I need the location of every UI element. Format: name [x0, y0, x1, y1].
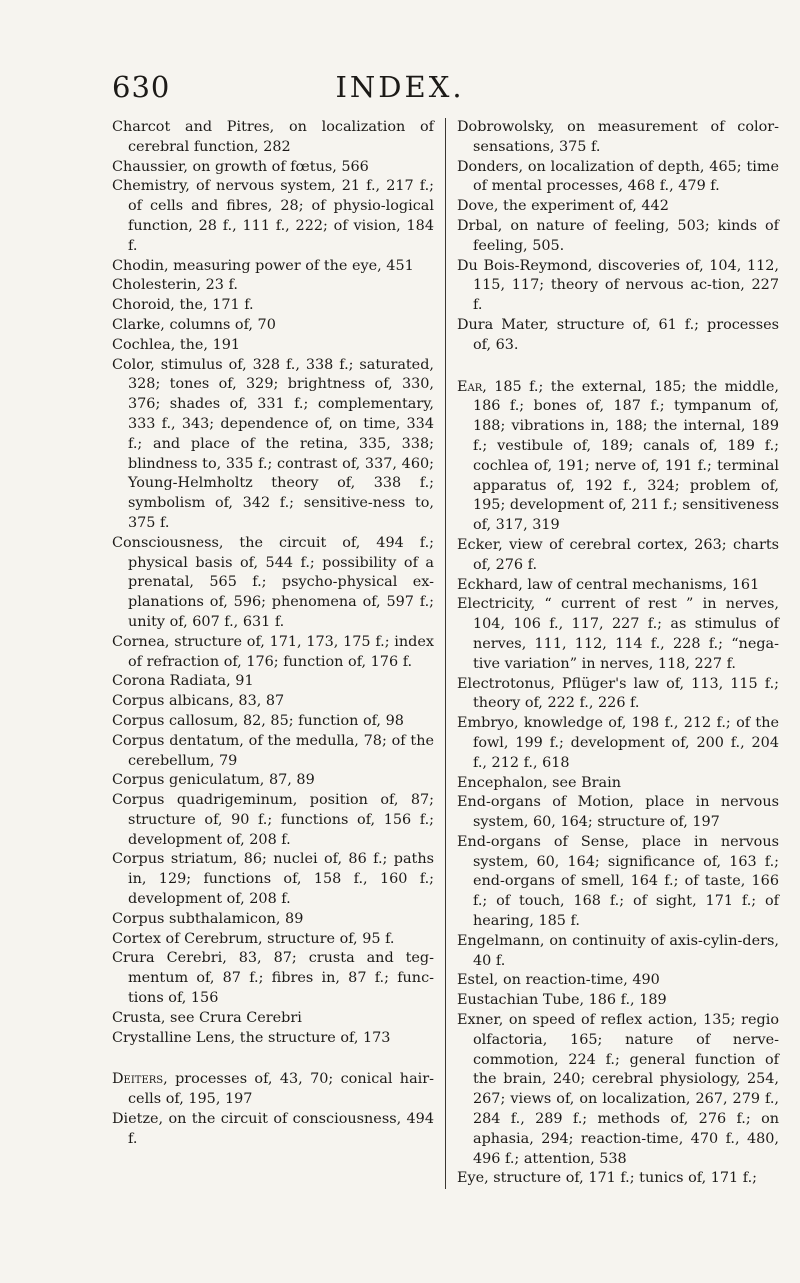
index-entry: Corpus quadrigeminum, position of, 87; structure of, 90 f.; functions of, 156 f.; development of, 208 f.: [112, 792, 434, 848]
left-column: [112, 118, 445, 1189]
index-columns: [112, 118, 798, 1189]
index-entry: Corona Radiata, 91: [112, 673, 254, 690]
index-entry: Electrotonus, Pflüger's law of, 113, 115 f.; theory of, 222 f., 226 f.: [457, 675, 779, 712]
index-entry: Cholesterin, 23 f.: [112, 277, 238, 294]
page-number: 630: [112, 70, 171, 104]
letter-section-head: Deiters: [112, 1071, 164, 1088]
index-entry: [112, 1070, 434, 1110]
index-entry: Chemistry, of nervous system, 21 f., 217 f.; of cells and fibres, 28; of physio-logical function, 28 f., 111 f., 222; of vision, 184 f.: [112, 178, 434, 254]
index-entry: Dietze, on the circuit of consciousness, 494 f.: [112, 1111, 434, 1147]
entry-text: , 185 f.; the external, 185; the middle, 186 f.; bones of, 187 f.; tympanum of, 188; vibrations in, 188; the internal, 189 f.; vestibule of, 189; canals of, 189 f.; cochlea of, 191; nerve of, 191 f.; terminal apparatus of, 192 f., 324; problem of, 195; development of, 211 f.; sensitiveness of, 317, 319: [473, 378, 779, 534]
index-entry: Drbal, on nature of feeling, 503; kinds of feeling, 505.: [457, 217, 779, 254]
index-entry: Charcot and Pitres, on localization of cerebral function, 282: [112, 119, 434, 155]
index-entry: Cochlea, the, 191: [112, 336, 241, 353]
index-entry: Consciousness, the circuit of, 494 f.; physical basis of, 544 f.; possibility of a prenatal, 565 f.; psycho-physical ex-planations of, 596; phenomena of, 597 f.; unity of, 607 f., 631 f.: [112, 534, 434, 630]
index-entry: Exner, on speed of reflex action, 135; regio olfactoria, 165; nature of nerve-commotion, 224 f.; general function of the brain, 240; cerebral physiology, 254, 267; views of, on localization, 267, 279 f., 284 f., 289 f.; methods of, 276 f.; on aphasia, 294; reaction-time, 470 f., 480, 496 f.; attention, 538: [457, 1012, 779, 1167]
index-entry: Crusta, see Crura Cerebri: [112, 1009, 302, 1026]
right-column: [445, 118, 779, 1189]
index-entry: Corpus callosum, 82, 85; function of, 98: [112, 712, 404, 729]
index-entry: Donders, on localization of depth, 465; time of mental processes, 468 f., 479 f.: [457, 158, 779, 195]
index-entry: Crura Cerebri, 83, 87; crusta and teg-mentum of, 87 f.; fibres in, 87 f.; func-tions of, 156: [112, 950, 434, 1007]
index-entry: Cornea, structure of, 171, 173, 175 f.; index of refraction of, 176; function of, 176 f.: [112, 633, 434, 670]
index-entry: End-organs of Sense, place in nervous system, 60, 164; significance of, 163 f.; end-organs of smell, 164 f.; of taste, 166 f.; of touch, 168 f.; of sight, 171 f.; of hearing, 185 f.: [457, 833, 779, 930]
page-header: [0, 70, 800, 110]
index-entry: Dura Mater, structure of, 61 f.; processes of, 63.: [457, 316, 779, 353]
index-entry: Corpus geniculatum, 87, 89: [112, 772, 315, 789]
index-entry: Embryo, knowledge of, 198 f., 212 f.; of the fowl, 199 f.; development of, 200 f., 204 f., 212 f., 618: [457, 715, 779, 771]
index-entry: Cortex of Cerebrum, structure of, 95 f.: [112, 930, 395, 947]
running-title: INDEX.: [335, 70, 465, 104]
index-entry: Chodin, measuring power of the eye, 451: [112, 257, 414, 274]
index-entry: Clarke, columns of, 70: [112, 316, 276, 333]
index-entry: [457, 378, 779, 536]
index-entry: Eye, structure of, 171 f.; tunics of, 171 f.;: [457, 1170, 758, 1187]
index-entry: Eustachian Tube, 186 f., 189: [457, 992, 667, 1009]
index-entry: Corpus subthalamicon, 89: [112, 910, 304, 927]
index-entry: Encephalon, see Brain: [457, 774, 621, 791]
index-entry: Dobrowolsky, on measurement of color-sensations, 375 f.: [457, 119, 779, 155]
index-entry: End-organs of Motion, place in nervous system, 60, 164; structure of, 197: [457, 794, 779, 831]
index-entry: Corpus albicans, 83, 87: [112, 693, 285, 710]
entry-text: , processes of, 43, 70; conical hair-cells of, 195, 197: [128, 1071, 434, 1108]
index-entry: Choroid, the, 171 f.: [112, 297, 254, 314]
index-entry: Corpus striatum, 86; nuclei of, 86 f.; paths in, 129; functions of, 158 f., 160 f.; development of, 208 f.: [112, 851, 434, 908]
index-entry: Dove, the experiment of, 442: [457, 198, 669, 215]
index-entry: Du Bois-Reymond, discoveries of, 104, 112, 115, 117; theory of nervous ac-tion, 227 f.: [457, 257, 779, 314]
letter-section-head: Ear: [457, 378, 483, 395]
index-entry: Corpus dentatum, of the medulla, 78; of the cerebellum, 79: [112, 732, 434, 769]
index-entry: Chaussier, on growth of fœtus, 566: [112, 158, 369, 175]
index-entry: Color, stimulus of, 328 f., 338 f.; saturated, 328; tones of, 329; brightness of, 330, 376; shades of, 331 f.; complementary, 333 f., 343; dependence of, on time, 334 f.; and place of the retina, 335, 338; blindness to, 335 f.; contrast of, 337, 460; Young-Helmholtz theory of, 338 f.; symbolism of, 342 f.; sensitive-ness to, 375 f.: [112, 356, 434, 531]
index-entry: Estel, on reaction-time, 490: [457, 972, 660, 989]
index-entry: Ecker, view of cerebral cortex, 263; charts of, 276 f.: [457, 536, 779, 573]
index-entry: Eckhard, law of central mechanisms, 161: [457, 576, 760, 593]
index-entry: Crystalline Lens, the structure of, 173: [112, 1029, 391, 1046]
index-entry: Engelmann, on continuity of axis-cylin-ders, 40 f.: [457, 932, 779, 969]
index-entry: Electricity, “ current of rest ” in nerves, 104, 106 f., 117, 227 f.; as stimulus of nerves, 111, 112, 114 f., 228 f.; “nega-tive variation” in nerves, 118, 227 f.: [457, 596, 779, 672]
